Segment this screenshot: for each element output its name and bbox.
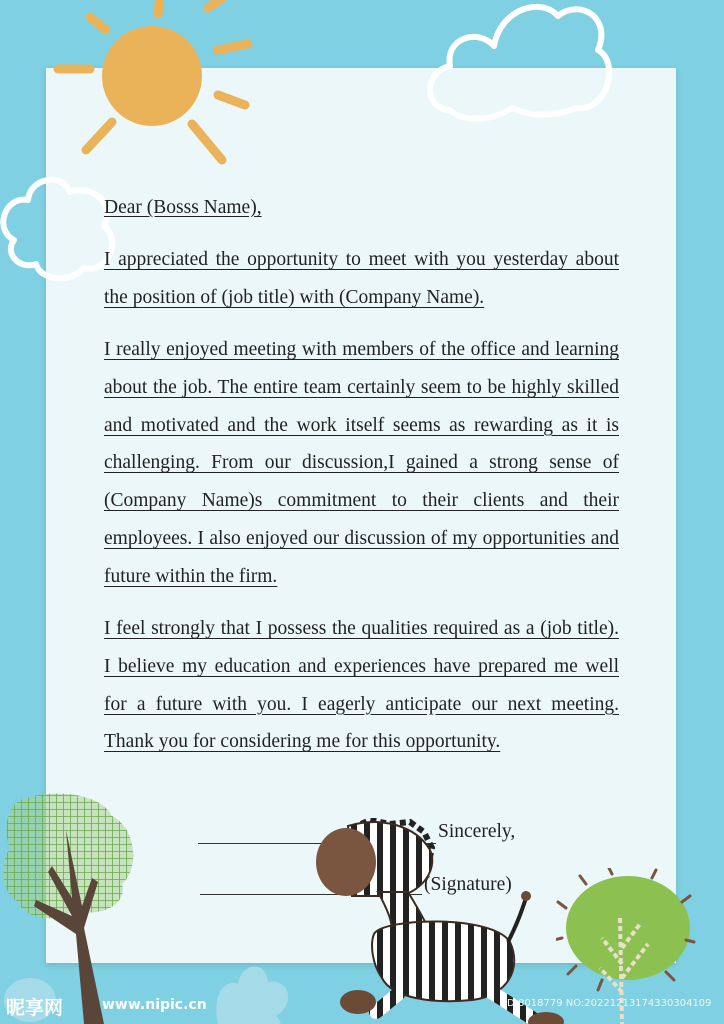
sun-icon (50, 0, 260, 170)
watermark-logo: 昵享网 (6, 997, 64, 1019)
letter-greeting: Dear (Bosss Name), (104, 197, 262, 218)
closing-text: Sincerely, (438, 821, 516, 842)
zebra-icon (312, 818, 572, 1024)
letter-paragraph: I feel strongly that I possess the qualities required as a (job title). I believe my education and experiences have prepared me well for a future with you. I eagerly anticipate our next meeting. Thank you for considering me for this opportunity. (104, 618, 619, 753)
cloud-icon (420, 0, 620, 130)
signature-text: (Signature) (424, 874, 512, 895)
watermark-url: www.nipic.cn (102, 997, 207, 1013)
letter-paragraph: I appreciated the opportunity to meet with you yesterday about the position of (job title) with (Company Name). (104, 249, 619, 308)
watermark-id: ID:8018779 NO:20221213174330304109 (504, 998, 712, 1009)
letter-paragraph: I really enjoyed meeting with members of the office and learning about the job. The entire team certainly seem to be highly skilled and motivated and the work itself seems as rewarding as it is challenging. From our discussion,I gained a strong sense of (Company Name)s commitment to their clients and their employees. I also enjoyed our discussion of my opportunities and future within the firm. (104, 339, 619, 587)
